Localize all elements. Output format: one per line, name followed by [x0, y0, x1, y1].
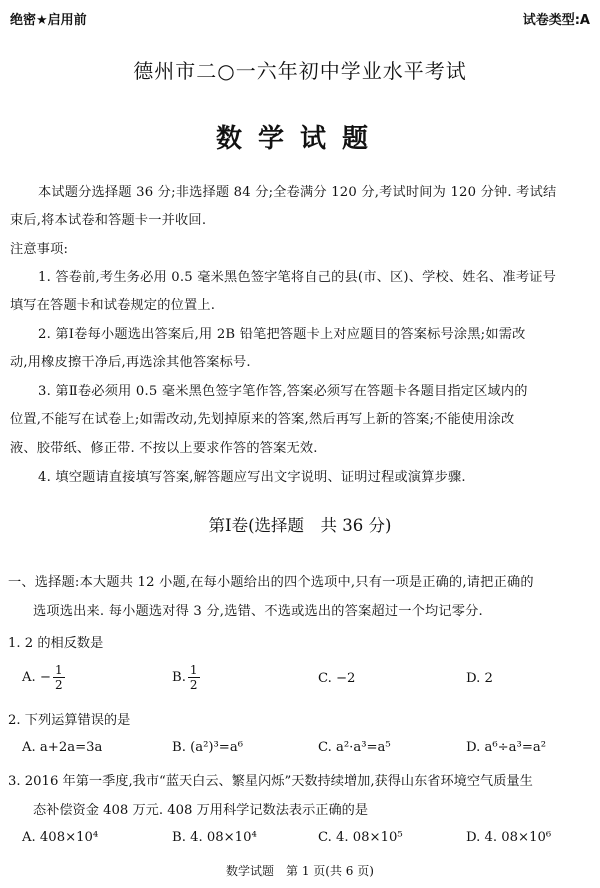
- note-3-line-3: 液、胶带纸、修正带. 不按以上要求作答的答案无效.: [10, 441, 318, 456]
- question-2-option-d: D. a⁶÷a³=a²: [466, 740, 547, 755]
- section-title: 第Ⅰ卷(选择题 共 36 分): [208, 516, 392, 535]
- note-1-line-2: 填写在答题卡和试卷规定的位置上.: [10, 298, 216, 313]
- note-3-line-1: 3. 第Ⅱ卷必须用 0.5 毫米黑色签字笔作答,答案必须写在答题卡各题目指定区域内的: [38, 384, 528, 399]
- exam-title: 德州市二○一六年初中学业水平考试: [133, 59, 467, 83]
- question-2-option-b: B. (a²)³=a⁶: [172, 740, 243, 755]
- question-3-stem-line-1: 3. 2016 年第一季度,我市“蓝天白云、繁星闪烁”天数持续增加,获得山东省环境空气质量生: [8, 774, 533, 789]
- confidential-label: 绝密★启用前: [10, 13, 87, 28]
- note-3-line-2: 位置,不能写在试卷上;如需改动,先划掉原来的答案,然后再写上新的答案;不能使用涂改: [10, 412, 515, 427]
- note-2-line-1: 2. 第Ⅰ卷每小题选出答案后,用 2B 铅笔把答题卡上对应题目的答案标号涂黑;如需改: [38, 327, 526, 342]
- option-a-label: A. −: [22, 670, 51, 685]
- question-1-option-a: [22, 664, 65, 691]
- part-one-instructions-line-1: 一、选择题:本大题共 12 小题,在每小题给出的四个选项中,只有一项是正确的,请把正确的: [8, 575, 534, 590]
- question-3-option-c: C. 4. 08×10⁵: [318, 830, 403, 845]
- fraction-numerator: 1: [54, 663, 63, 677]
- question-2-stem: 2. 下列运算错误的是: [8, 713, 131, 728]
- note-1-line-1: 1. 答卷前,考生务必用 0.5 毫米黑色签字笔将自己的县(市、区)、学校、姓名、准考证号: [38, 270, 556, 285]
- fraction: [53, 664, 65, 691]
- question-2-option-a: A. a+2a=3a: [22, 740, 103, 755]
- question-1-option-d: D. 2: [466, 671, 493, 686]
- question-3-option-a: A. 408×10⁴: [22, 830, 99, 845]
- question-1-option-b: [172, 664, 200, 691]
- question-3-stem-line-2: 态补偿资金 408 万元. 408 万用科学记数法表示正确的是: [33, 803, 369, 818]
- fraction-numerator: 1: [189, 663, 198, 677]
- part-one-instructions-line-2: 选项选出来. 每小题选对得 3 分,选错、不选或选出的答案超过一个均记零分.: [33, 604, 483, 619]
- paper-type-label: 试卷类型:A: [522, 13, 590, 28]
- question-1-option-c: C. −2: [318, 671, 356, 686]
- fraction-denominator: 2: [54, 678, 63, 692]
- main-title: 数学试题: [215, 124, 384, 154]
- question-1-stem: 1. 2 的相反数是: [8, 636, 104, 651]
- note-4-line-1: 4. 填空题请直接填写答案,解答题应写出文字说明、证明过程或演算步骤.: [38, 470, 466, 485]
- note-2-line-2: 动,用橡皮擦干净后,再选涂其他答案标号.: [10, 355, 251, 370]
- question-3-option-d: D. 4. 08×10⁶: [466, 830, 552, 845]
- question-2-option-c: C. a²·a³=a⁵: [318, 740, 391, 755]
- fraction-denominator: 2: [189, 678, 198, 692]
- option-b-label: B.: [172, 670, 186, 685]
- intro-line-2: 束后,将本试卷和答题卡一并收回.: [10, 213, 207, 228]
- question-3-option-b: B. 4. 08×10⁴: [172, 830, 257, 845]
- intro-line-1: 本试题分选择题 36 分;非选择题 84 分;全卷满分 120 分,考试时间为 120 分钟. 考试结: [38, 185, 557, 200]
- page-footer: 数学试题 第 1 页(共 6 页): [226, 864, 374, 878]
- notes-heading: 注意事项:: [10, 242, 69, 257]
- fraction: [188, 664, 200, 691]
